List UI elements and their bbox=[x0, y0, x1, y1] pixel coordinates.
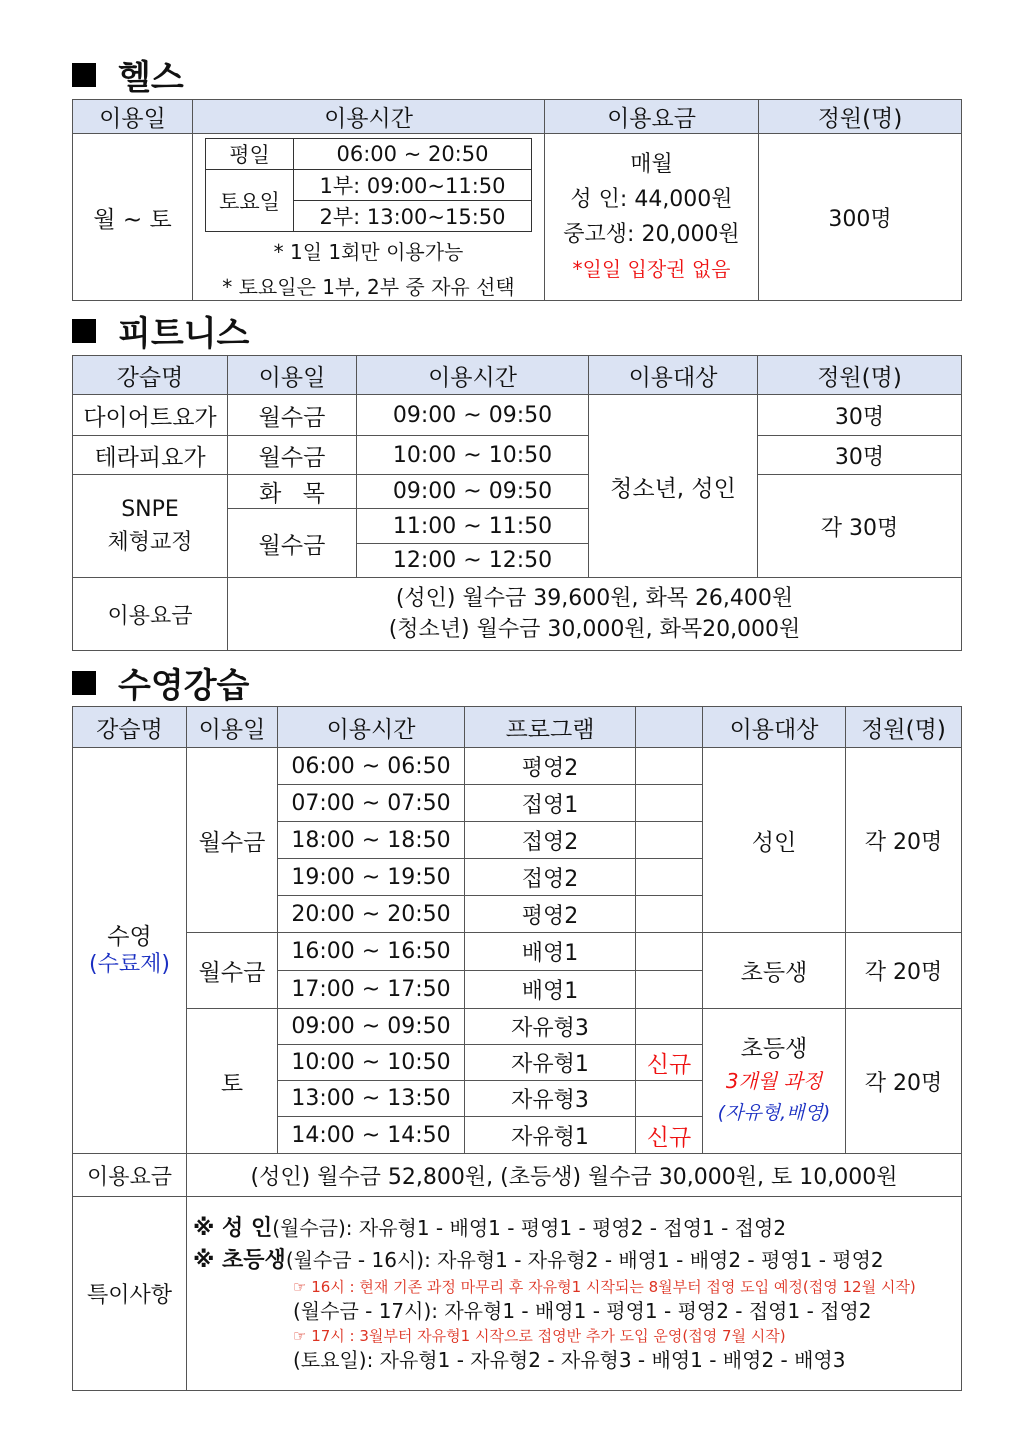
weekday-label: 평일 bbox=[206, 139, 294, 170]
fitness-fee-cell bbox=[228, 578, 962, 651]
swim-section-title bbox=[72, 658, 249, 707]
fitness-table bbox=[72, 355, 962, 651]
notes-kid-17-note: ☞ 17시 : 3월부터 자유형1 시작으로 접영반 추가 도입 운영(접영 7월 시작) bbox=[293, 1326, 786, 1345]
weekday-time: 06:00 ~ 20:50 bbox=[294, 139, 532, 170]
therapy-yoga-day: 월수금 bbox=[228, 436, 357, 475]
swim-program: 배영1 bbox=[465, 933, 636, 971]
health-time-cell bbox=[193, 134, 545, 301]
saturday-part1: 1부: 09:00~11:50 bbox=[294, 170, 532, 201]
fitness-fee-line2: (청소년) 월수금 30,000원, 화목20,000원 bbox=[388, 617, 801, 642]
swim-program: 접영2 bbox=[465, 822, 636, 859]
snpe-name-line2: 체형교정 bbox=[107, 530, 193, 555]
health-table bbox=[72, 99, 962, 301]
swim-header-capacity: 정원(명) bbox=[846, 707, 962, 748]
swim-program: 평영2 bbox=[465, 896, 636, 933]
swim-g3-day: 토 bbox=[187, 1009, 278, 1154]
health-header-day: 이용일 bbox=[73, 100, 193, 134]
fitness-fee-line1: (성인) 월수금 39,600원, 화목 26,400원 bbox=[395, 586, 794, 611]
notes-kid-mark: ※ 초등생 bbox=[193, 1247, 286, 1273]
notes-kid-16-note: ☞ 16시 : 현재 기존 과정 마무리 후 자유형1 시작되는 8월부터 접영 도입 예정(접영 12월 시작) bbox=[293, 1277, 916, 1296]
swim-tag-empty bbox=[636, 859, 703, 896]
swim-tag-empty bbox=[636, 896, 703, 933]
fitness-header-class: 강습명 bbox=[73, 356, 228, 395]
square-bullet-icon bbox=[72, 63, 96, 87]
health-fee-adult: 성 인: 44,000원 bbox=[570, 187, 733, 212]
health-header-fee: 이용요금 bbox=[545, 100, 759, 134]
swim-g2-day: 월수금 bbox=[187, 933, 278, 1009]
notes-kid-text: (월수금 - 16시): 자유형1 - 자유형2 - 배영1 - 배영2 - 평영1 - 평영2 bbox=[285, 1247, 884, 1272]
snpe-name-line1: SNPE bbox=[121, 497, 179, 522]
swim-g3-target-sub1: 3개월 과정 bbox=[725, 1069, 823, 1093]
swim-fee-text: (성인) 월수금 52,800원, (초등생) 월수금 30,000원, 토 10,000원 bbox=[187, 1154, 962, 1197]
swim-table bbox=[72, 706, 962, 1391]
swim-time: 16:00 ~ 16:50 bbox=[278, 933, 465, 971]
square-bullet-icon bbox=[72, 319, 96, 343]
fitness-fee-label: 이용요금 bbox=[73, 578, 228, 651]
therapy-yoga-capacity: 30명 bbox=[758, 436, 962, 475]
notes-adult-mark: ※ 성 인 bbox=[193, 1215, 273, 1241]
health-header-capacity: 정원(명) bbox=[759, 100, 962, 134]
swim-program: 자유형1 bbox=[465, 1045, 636, 1081]
swim-header-blank bbox=[636, 707, 703, 748]
health-fee-cell bbox=[545, 134, 759, 301]
swim-header-program: 프로그램 bbox=[465, 707, 636, 748]
health-fee-student: 중고생: 20,000원 bbox=[563, 222, 740, 247]
swim-new-tag bbox=[636, 1009, 703, 1045]
fitness-section-title bbox=[72, 306, 249, 355]
square-bullet-icon bbox=[72, 671, 96, 695]
diet-yoga-day: 월수금 bbox=[228, 395, 357, 436]
snpe-name bbox=[73, 475, 228, 578]
snpe-time2: 11:00 ~ 11:50 bbox=[357, 509, 589, 544]
health-header-time: 이용시간 bbox=[193, 100, 545, 134]
swim-program: 자유형3 bbox=[465, 1081, 636, 1117]
health-section-title bbox=[72, 50, 184, 99]
swim-time: 13:00 ~ 13:50 bbox=[278, 1081, 465, 1117]
swim-header-day: 이용일 bbox=[187, 707, 278, 748]
swim-tag-empty bbox=[636, 748, 703, 785]
swim-time: 20:00 ~ 20:50 bbox=[278, 896, 465, 933]
swim-new-tag bbox=[636, 1081, 703, 1117]
notes-kid-line bbox=[193, 1247, 961, 1273]
swim-g1-target: 성인 bbox=[703, 748, 846, 933]
fitness-header-target: 이용대상 bbox=[589, 356, 758, 395]
fitness-target: 청소년, 성인 bbox=[589, 395, 758, 578]
swim-g2-capacity: 각 20명 bbox=[846, 933, 962, 1009]
saturday-label: 토요일 bbox=[206, 170, 294, 232]
snpe-capacity: 각 30명 bbox=[758, 475, 962, 578]
swim-tag-empty bbox=[636, 933, 703, 971]
notes-kid-17: (월수금 - 17시): 자유형1 - 배영1 - 평영1 - 평영2 - 접영1 - 접영2 bbox=[293, 1298, 872, 1323]
swim-tag-empty bbox=[636, 785, 703, 822]
notes-adult-text: (월수금): 자유형1 - 배영1 - 평영1 - 평영2 - 접영1 - 접영2 bbox=[272, 1215, 787, 1240]
diet-yoga-name: 다이어트요가 bbox=[73, 395, 228, 436]
swim-header-time: 이용시간 bbox=[278, 707, 465, 748]
health-note2: * 토요일은 1부, 2부 중 자유 선택 bbox=[222, 275, 515, 299]
swim-new-tag: 신규 bbox=[636, 1117, 703, 1154]
swim-fee-label: 이용요금 bbox=[73, 1154, 187, 1197]
fitness-header-day: 이용일 bbox=[228, 356, 357, 395]
swim-time: 07:00 ~ 07:50 bbox=[278, 785, 465, 822]
snpe-time3: 12:00 ~ 12:50 bbox=[357, 544, 589, 578]
fitness-header-capacity: 정원(명) bbox=[758, 356, 962, 395]
health-note1: * 1일 1회만 이용가능 bbox=[273, 240, 464, 264]
therapy-yoga-time: 10:00 ~ 10:50 bbox=[357, 436, 589, 475]
fitness-header-time: 이용시간 bbox=[357, 356, 589, 395]
diet-yoga-time: 09:00 ~ 09:50 bbox=[357, 395, 589, 436]
fitness-title-text: 피트니스 bbox=[118, 314, 250, 354]
swim-header-class: 강습명 bbox=[73, 707, 187, 748]
swim-header-target: 이용대상 bbox=[703, 707, 846, 748]
health-fee-note: *일일 입장권 없음 bbox=[572, 257, 731, 281]
swim-g1-day: 월수금 bbox=[187, 748, 278, 933]
swim-time: 19:00 ~ 19:50 bbox=[278, 859, 465, 896]
swim-g3-target-main: 초등생 bbox=[740, 1036, 808, 1062]
swim-time: 17:00 ~ 17:50 bbox=[278, 971, 465, 1009]
swim-notes-label: 특이사항 bbox=[73, 1197, 187, 1391]
notes-adult-line bbox=[193, 1215, 961, 1241]
diet-yoga-capacity: 30명 bbox=[758, 395, 962, 436]
swim-new-tag: 신규 bbox=[636, 1045, 703, 1081]
swim-g1-capacity: 각 20명 bbox=[846, 748, 962, 933]
swim-program: 자유형3 bbox=[465, 1009, 636, 1045]
swim-program: 배영1 bbox=[465, 971, 636, 1009]
swim-g3-target bbox=[703, 1009, 846, 1154]
swim-notes-cell bbox=[187, 1197, 962, 1391]
health-fee-monthly: 매월 bbox=[630, 152, 673, 177]
swim-class-name bbox=[73, 748, 187, 1154]
swim-program: 접영1 bbox=[465, 785, 636, 822]
snpe-day-mwf: 월수금 bbox=[228, 509, 357, 578]
swim-program: 자유형1 bbox=[465, 1117, 636, 1154]
health-title-text: 헬스 bbox=[118, 58, 184, 98]
swim-program: 접영2 bbox=[465, 859, 636, 896]
swim-time: 14:00 ~ 14:50 bbox=[278, 1117, 465, 1154]
health-time-inner-table bbox=[205, 138, 532, 232]
notes-saturday: (토요일): 자유형1 - 자유형2 - 자유형3 - 배영1 - 배영2 - 배영3 bbox=[293, 1347, 846, 1372]
swim-g3-capacity: 각 20명 bbox=[846, 1009, 962, 1154]
saturday-part2: 2부: 13:00~15:50 bbox=[294, 201, 532, 232]
swim-g2-target: 초등생 bbox=[703, 933, 846, 1009]
swim-time: 18:00 ~ 18:50 bbox=[278, 822, 465, 859]
swim-tag-empty bbox=[636, 971, 703, 1009]
swim-g3-target-sub2: (자유형,배영) bbox=[717, 1102, 831, 1124]
therapy-yoga-name: 테라피요가 bbox=[73, 436, 228, 475]
snpe-time1: 09:00 ~ 09:50 bbox=[357, 475, 589, 509]
health-capacity: 300명 bbox=[759, 134, 962, 301]
swim-time: 10:00 ~ 10:50 bbox=[278, 1045, 465, 1081]
swim-program: 평영2 bbox=[465, 748, 636, 785]
health-day: 월 ~ 토 bbox=[73, 134, 193, 301]
swim-class-title: 수영 bbox=[107, 923, 152, 950]
swim-tag-empty bbox=[636, 822, 703, 859]
swim-time: 06:00 ~ 06:50 bbox=[278, 748, 465, 785]
swim-time: 09:00 ~ 09:50 bbox=[278, 1009, 465, 1045]
snpe-day-tuethu: 화 목 bbox=[228, 475, 357, 509]
swim-title-text: 수영강습 bbox=[118, 666, 250, 706]
swim-class-sub: (수료제) bbox=[89, 951, 170, 977]
